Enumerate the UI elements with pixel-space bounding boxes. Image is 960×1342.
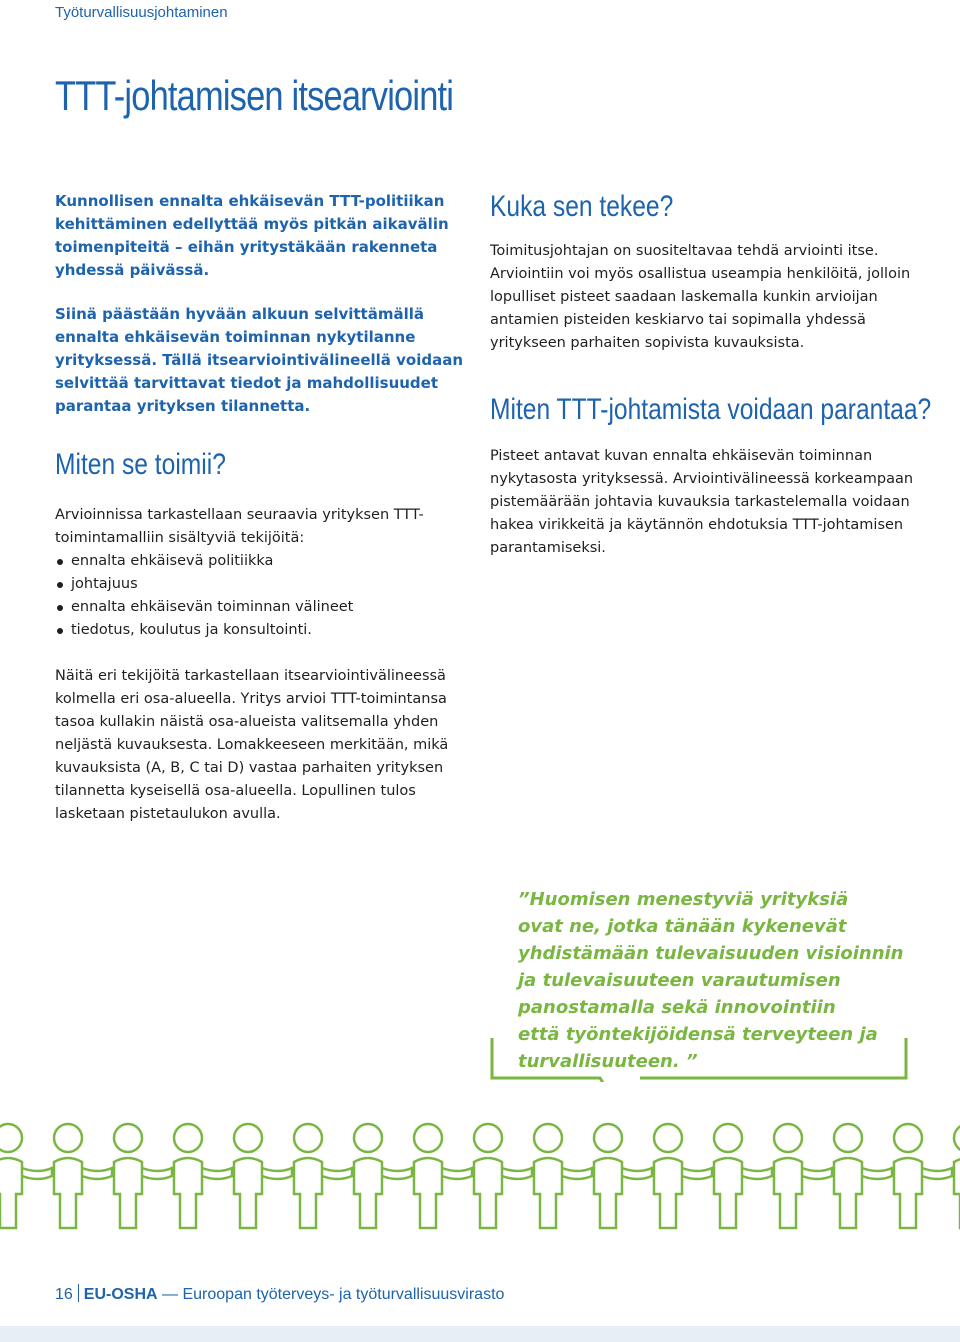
how-lead: Arvioinnissa tarkastellaan seuraavia yrityksen TTT-toimintamalliin sisältyviä tekijöitä: (55, 507, 424, 546)
person-figure-icon (114, 1124, 172, 1228)
person-figure-icon (714, 1124, 772, 1228)
who-heading: Kuka sen tekee? (490, 190, 674, 223)
list-item: johtajuus (55, 573, 485, 596)
intro-block (55, 190, 485, 418)
page-title: TTT-johtamisen itsearviointi (55, 72, 454, 119)
person-figure-icon (774, 1124, 832, 1228)
people-chain-illustration (0, 1110, 960, 1240)
factor-list (55, 550, 485, 642)
footer-dash: — (162, 1286, 179, 1303)
improve-heading: Miten TTT-johtamista voidaan parantaa? (490, 393, 932, 426)
list-item: ennalta ehkäisevän toiminnan välineet (55, 596, 485, 619)
bullet-icon (57, 605, 63, 611)
footer-divider (78, 1284, 79, 1302)
right-column (490, 190, 932, 560)
footer (55, 1284, 504, 1304)
person-figure-icon (174, 1124, 232, 1228)
running-header: Työturvallisuusjohtaminen (55, 4, 228, 21)
left-column (55, 190, 485, 826)
list-item: ennalta ehkäisevä politiikka (55, 550, 485, 573)
person-figure-icon (234, 1124, 292, 1228)
person-figure-icon (474, 1124, 532, 1228)
improve-body: Pisteet antavat kuvan ennalta ehkäisevän toiminnan nykytasosta yrityksessä. Arviointivälineessä korkeampaan pistemäärään johtavia kuvauksia tarkastelemalla voidaan hakea virikkeitä ja käytännön ehdotuksia TTT-johtamisen parantamiseksi. (490, 448, 914, 556)
footer-agency: Euroopan työterveys- ja työturvallisuusvirasto (182, 1286, 505, 1303)
who-body: Toimitusjohtajan on suositeltavaa tehdä arviointi itse. Arviointiin voi myös osallistua useampia henkilöitä, jolloin lopulliset pisteet saadaan laskemalla kunkin arvioijan antamien pisteiden keskiarvo tai sopimalla yhdessä yritykseen parhaiten sopivista kuvauksista. (490, 243, 911, 351)
quote-callout (490, 878, 908, 1082)
person-figure-icon (534, 1124, 592, 1228)
person-figure-icon (354, 1124, 412, 1228)
intro-paragraph-1: Kunnollisen ennalta ehkäisevän TTT-politiikan kehittäminen edellyttää myös pitkän aikavälin toimenpiteitä – eihän yritystäkään rakenneta yhdessä päivässä. (55, 192, 449, 279)
bullet-icon (57, 582, 63, 588)
how-body: Näitä eri tekijöitä tarkastellaan itsearviointivälineessä kolmella eri osa-alueella. Yritys arvioi TTT-toimintansa tasoa kullakin näistä osa-alueista valitsemalla yhden neljästä kuvauksesta. Lomakkeeseen merkitään, mikä kuvauksista (A, B, C tai D) vastaa parhaiten yrityksen tilannetta kyseisellä osa-alueella. Lopullinen tulos lasketaan pistetaulukon avulla. (55, 668, 449, 822)
bullet-icon (57, 559, 63, 565)
person-figure-icon (594, 1124, 652, 1228)
bullet-icon (57, 628, 63, 634)
person-figure-icon (294, 1124, 352, 1228)
page-number: 16 (55, 1286, 73, 1303)
person-figure-icon (0, 1124, 52, 1228)
person-figure-icon (54, 1124, 112, 1228)
footer-org: EU-OSHA (83, 1286, 158, 1303)
bottom-band (0, 1326, 960, 1342)
person-figure-icon (954, 1124, 960, 1228)
person-figure-icon (834, 1124, 892, 1228)
intro-paragraph-2: Siinä päästään hyvään alkuun selvittämällä ennalta ehkäisevän toiminnan nykytilanne yrityksessä. Tällä itsearviointivälineellä voidaan selvittää tarvittavat tiedot ja mahdollisuudet parantaa yrityksen tilannetta. (55, 305, 464, 415)
how-heading: Miten se toimii? (55, 448, 226, 481)
quote-text: ”Huomisen menestyviä yrityksiä ovat ne, jotka tänään kykenevät yhdistämään tulevaisuuden visioinnin ja tulevaisuuteen varautumisen panostamalla sekä innovointiin että työntekijöidensä terveyteen ja turvallisuuteen. ” (518, 889, 904, 1072)
person-figure-icon (894, 1124, 952, 1228)
list-item: tiedotus, koulutus ja konsultointi. (55, 619, 485, 642)
person-figure-icon (654, 1124, 712, 1228)
person-figure-icon (414, 1124, 472, 1228)
